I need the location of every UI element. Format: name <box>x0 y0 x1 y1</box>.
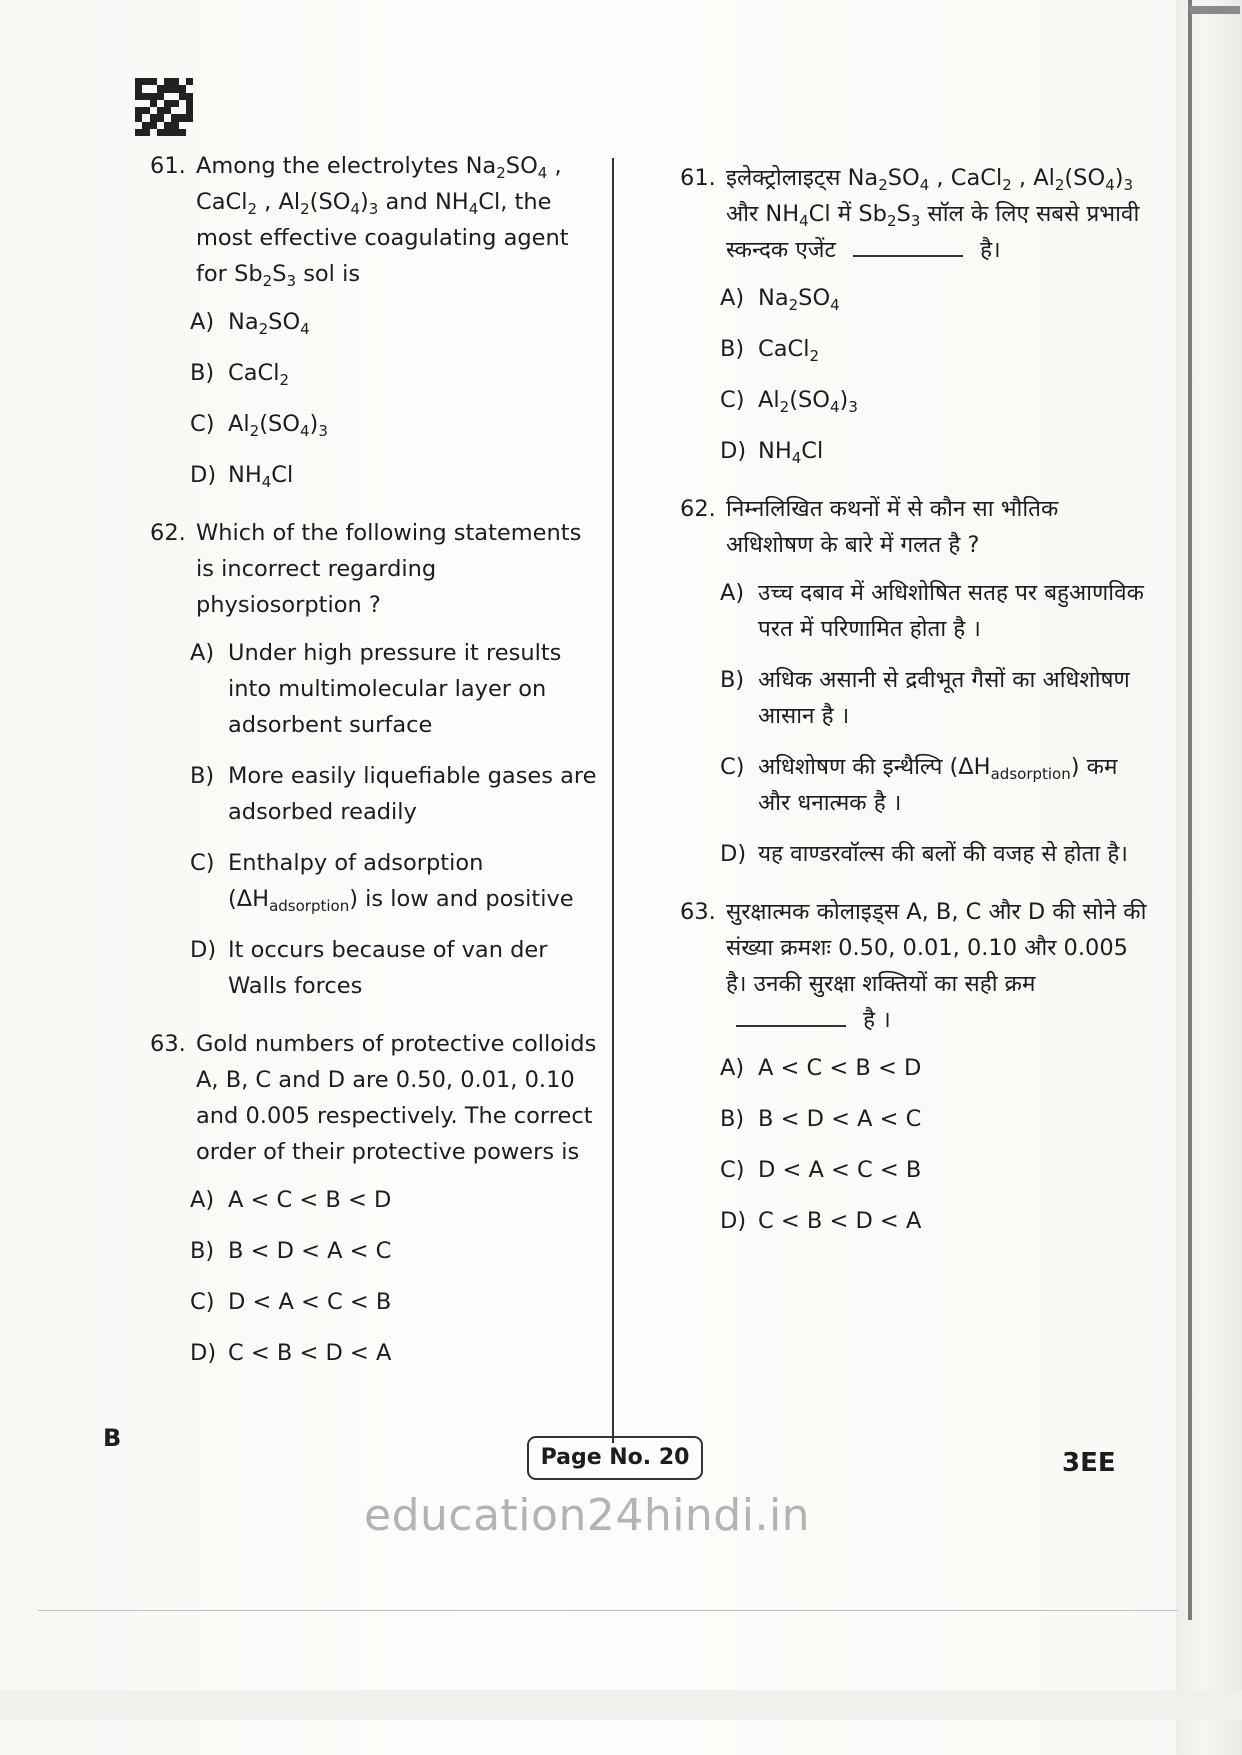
option-label: D) <box>720 438 747 464</box>
option-b <box>720 662 1150 734</box>
option-text: अधिक असानी से द्रवीभूत गैसों का अधिशोषण आसान है । <box>758 667 1130 729</box>
option-label: B) <box>190 360 215 386</box>
option-text: C < B < D < A <box>758 1208 922 1234</box>
option-text: अधिशोषण की इन्थैल्पि $(\Delta H_{adsorption})$ कम और धनात्मक है । <box>758 754 1118 816</box>
options-list <box>190 304 600 493</box>
column-divider <box>612 158 614 1443</box>
option-label: C) <box>720 754 745 780</box>
option-label: B) <box>190 1238 215 1264</box>
option-b <box>720 331 1150 367</box>
option-text: $Al_2(SO_4)_3$ <box>758 387 858 416</box>
option-label: A) <box>720 285 745 311</box>
option-label: C) <box>190 411 215 437</box>
option-text: D < A < C < B <box>758 1157 922 1183</box>
english-column <box>150 148 600 1393</box>
option-label: D) <box>190 1340 217 1366</box>
option-text: B < D < A < C <box>758 1106 922 1132</box>
option-b <box>190 1233 600 1269</box>
option-label: D) <box>720 841 747 867</box>
hindi-question-61 <box>680 160 1150 469</box>
option-text: A < C < B < D <box>758 1055 922 1081</box>
option-d <box>190 457 600 493</box>
option-text: More easily liquefiable gases are adsorbed readily <box>228 763 597 825</box>
option-text: B < D < A < C <box>228 1238 392 1264</box>
scan-edge-line-top <box>1190 6 1240 14</box>
option-text: $Na_2SO_4$ <box>758 285 840 314</box>
options-list <box>720 1050 1150 1239</box>
hindi-question-63 <box>680 894 1150 1239</box>
option-label: C) <box>190 850 215 876</box>
scan-edge-line <box>1188 0 1192 1620</box>
option-a <box>720 280 1150 316</box>
option-label: A) <box>190 309 215 335</box>
option-text: CaCl$_2$ <box>228 360 290 389</box>
option-label: B) <box>190 763 215 789</box>
option-c <box>190 845 600 917</box>
question-number: 62. <box>150 520 186 546</box>
english-question-61 <box>150 148 600 493</box>
option-d <box>720 1203 1150 1239</box>
question-text: Among the electrolytes $Na_2SO_4$ , CaCl$_2$ , $Al_2(SO_4)_3$ and $NH_4Cl$, the most effective coagulating agent for $Sb_2S_3$ sol is <box>196 153 569 290</box>
option-label: A) <box>190 1187 215 1213</box>
page-number-box: Page No. 20 <box>527 1436 703 1480</box>
option-text: Enthalpy of adsorption $(\Delta H_{adsorption})$ is low and positive <box>228 850 574 915</box>
option-d <box>190 932 600 1004</box>
options-list <box>190 635 600 1004</box>
question-text: इलेक्ट्रोलाइट्स $Na_2SO_4$ , CaCl$_2$ , $Al_2(SO_4)_3$ और $NH_4Cl$ में $Sb_2S_3$ सॉल के लिए सबसे प्रभावी स्कन्दक एजेंट है। <box>726 165 1140 263</box>
option-text: उच्च दबाव में अधिशोषित सतह पर बहुआणविक परत में परिणामित होता है । <box>758 580 1144 642</box>
qr-code <box>135 78 193 136</box>
option-a <box>190 635 600 743</box>
question-number: 62. <box>680 496 716 522</box>
paper-code: 3EE <box>1062 1448 1116 1478</box>
option-text: A < C < B < D <box>228 1187 392 1213</box>
option-text: $NH_4Cl$ <box>228 462 294 491</box>
option-d <box>720 433 1150 469</box>
option-c <box>190 1284 600 1320</box>
options-list <box>720 575 1150 872</box>
option-d <box>720 836 1150 872</box>
options-list <box>190 1182 600 1371</box>
watermark: education24hindi.in <box>364 1490 811 1541</box>
question-number: 61. <box>150 153 186 179</box>
scan-edge <box>1176 0 1242 1755</box>
option-text: C < B < D < A <box>228 1340 392 1366</box>
option-label: C) <box>720 387 745 413</box>
english-question-63 <box>150 1026 600 1371</box>
option-text: $NH_4Cl$ <box>758 438 824 467</box>
option-text: Under high pressure it results into multimolecular layer on adsorbent surface <box>228 640 562 738</box>
option-text: $Al_2(SO_4)_3$ <box>228 411 328 440</box>
option-label: A) <box>720 580 745 606</box>
options-list <box>720 280 1150 469</box>
option-label: C) <box>720 1157 745 1183</box>
hindi-question-62 <box>680 491 1150 872</box>
option-b <box>720 1101 1150 1137</box>
option-c <box>720 749 1150 821</box>
option-a <box>720 575 1150 647</box>
option-label: A) <box>190 640 215 666</box>
option-c <box>720 1152 1150 1188</box>
option-text: It occurs because of van der Walls forces <box>228 937 548 999</box>
option-b <box>190 355 600 391</box>
option-label: B) <box>720 336 745 362</box>
option-c <box>720 382 1150 418</box>
hindi-column <box>680 160 1150 1261</box>
option-label: C) <box>190 1289 215 1315</box>
option-text: CaCl$_2$ <box>758 336 820 365</box>
bottom-rule <box>38 1610 1178 1611</box>
question-text: Gold numbers of protective colloids A, B, C and D are 0.50, 0.01, 0.10 and 0.005 respectively. The correct order of their protective powers is <box>196 1031 597 1165</box>
question-number: 63. <box>680 899 716 925</box>
booklet-series-letter: B <box>103 1424 122 1452</box>
scan-bottom-band <box>0 1690 1242 1720</box>
option-a <box>190 304 600 340</box>
question-text: निम्नलिखित कथनों में से कौन सा भौतिक अधिशोषण के बारे में गलत है ? <box>726 496 1059 558</box>
option-label: D) <box>190 937 217 963</box>
option-label: B) <box>720 1106 745 1132</box>
question-number: 61. <box>680 165 716 191</box>
option-c <box>190 406 600 442</box>
question-number: 63. <box>150 1031 186 1057</box>
option-b <box>190 758 600 830</box>
english-question-62 <box>150 515 600 1004</box>
option-label: D) <box>190 462 217 488</box>
option-text: यह वाण्डरवॉल्स की बलों की वजह से होता है। <box>758 841 1128 867</box>
option-text: $Na_2SO_4$ <box>228 309 310 338</box>
option-d <box>190 1335 600 1371</box>
option-text: D < A < C < B <box>228 1289 392 1315</box>
option-label: A) <box>720 1055 745 1081</box>
option-a <box>720 1050 1150 1086</box>
option-a <box>190 1182 600 1218</box>
option-label: B) <box>720 667 745 693</box>
question-text: सुरक्षात्मक कोलाइड्स A, B, C और D की सोने की संख्या क्रमशः 0.50, 0.01, 0.10 और 0.005 है। उनकी सुरक्षा शक्तियों का सही क्रम है । <box>726 899 1147 1033</box>
question-text: Which of the following statements is incorrect regarding physiosorption ? <box>196 520 582 618</box>
option-label: D) <box>720 1208 747 1234</box>
